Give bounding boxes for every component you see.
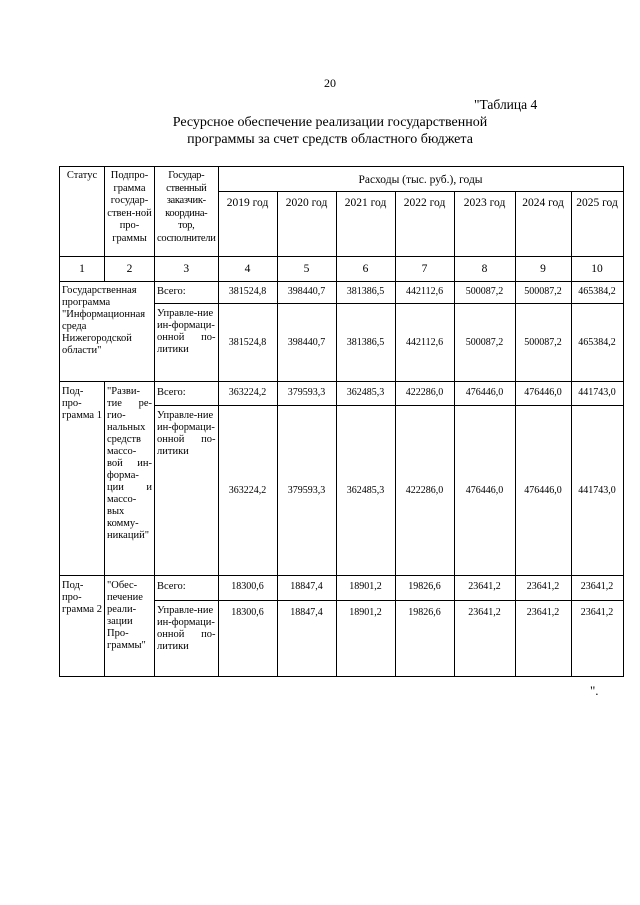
title-line-1: Ресурсное обеспечение реализации государственной xyxy=(172,115,488,130)
column-number: 5 xyxy=(277,257,336,282)
year-cell: 2020 год xyxy=(277,192,336,257)
column-number: 2 xyxy=(105,257,155,282)
value-cell: 465384,2 xyxy=(571,282,623,304)
header-status: Статус xyxy=(60,167,105,257)
value-cell: 23641,2 xyxy=(515,576,571,601)
subprogram-2-name: "Обес-печение реали-зации Про-граммы" xyxy=(105,576,155,677)
value-cell: 381524,8 xyxy=(218,304,277,382)
value-cell: 379593,3 xyxy=(277,406,336,576)
value-cell: 500087,2 xyxy=(515,282,571,304)
program-total-row xyxy=(60,282,624,304)
value-cell: 18847,4 xyxy=(277,576,336,601)
value-cell: 398440,7 xyxy=(277,282,336,304)
column-numbers-row xyxy=(60,257,624,282)
header-subprogram: Подпро-грамма государ-ствен-ной про-граммы xyxy=(105,167,155,257)
value-cell: 19826,6 xyxy=(395,601,454,677)
value-cell: 18901,2 xyxy=(336,601,395,677)
year-cell: 2019 год xyxy=(218,192,277,257)
value-cell: 362485,3 xyxy=(336,382,395,406)
value-cell: 476446,0 xyxy=(515,406,571,576)
value-cell: 19826,6 xyxy=(395,576,454,601)
subprogram-2-total-row xyxy=(60,576,624,601)
value-cell: 398440,7 xyxy=(277,304,336,382)
value-cell: 476446,0 xyxy=(454,406,515,576)
value-cell: 500087,2 xyxy=(454,282,515,304)
customer-name: Управле-ние ин-формаци-онной по-литики xyxy=(155,601,219,677)
value-cell: 422286,0 xyxy=(395,406,454,576)
value-cell: 476446,0 xyxy=(515,382,571,406)
value-cell: 500087,2 xyxy=(515,304,571,382)
value-cell: 422286,0 xyxy=(395,382,454,406)
value-cell: 18300,6 xyxy=(218,601,277,677)
customer-name: Управле-ние ин-формаци-онной по-литики xyxy=(155,406,219,576)
value-cell: 442112,6 xyxy=(395,304,454,382)
value-cell: 18300,6 xyxy=(218,576,277,601)
value-cell: 362485,3 xyxy=(336,406,395,576)
table-label: "Таблица 4 xyxy=(474,97,538,112)
page-number: 20 xyxy=(324,76,336,90)
value-cell: 18901,2 xyxy=(336,576,395,601)
header-expenses: Расходы (тыс. руб.), годы xyxy=(218,167,623,192)
value-cell: 23641,2 xyxy=(571,601,623,677)
value-cell: 23641,2 xyxy=(571,576,623,601)
column-number: 8 xyxy=(454,257,515,282)
header-customer: Государ-ственный заказчик-координа-тор, сосполнители xyxy=(155,167,219,257)
column-number: 10 xyxy=(571,257,623,282)
customer-name: Управле-ние ин-формаци-онной по-литики xyxy=(155,304,219,382)
resource-table xyxy=(59,166,624,677)
value-cell: 381524,8 xyxy=(218,282,277,304)
value-cell: 363224,2 xyxy=(218,406,277,576)
value-cell: 381386,5 xyxy=(336,282,395,304)
column-number: 7 xyxy=(395,257,454,282)
total-label: Всего: xyxy=(155,576,219,601)
value-cell: 23641,2 xyxy=(454,601,515,677)
year-cell: 2022 год xyxy=(395,192,454,257)
year-cell: 2021 год xyxy=(336,192,395,257)
title-line-2: программы за счет средств областного бюджета xyxy=(187,132,473,147)
value-cell: 441743,0 xyxy=(571,406,623,576)
table-title xyxy=(0,114,640,148)
value-cell: 23641,2 xyxy=(454,576,515,601)
year-cell: 2024 год xyxy=(515,192,571,257)
value-cell: 441743,0 xyxy=(571,382,623,406)
column-number: 1 xyxy=(60,257,105,282)
total-label: Всего: xyxy=(155,382,219,406)
subprogram-1-status: Под-про-грамма 1 xyxy=(60,382,105,576)
value-cell: 465384,2 xyxy=(571,304,623,382)
value-cell: 363224,2 xyxy=(218,382,277,406)
closing-quote-mark: ". xyxy=(590,683,599,698)
column-number: 9 xyxy=(515,257,571,282)
year-cell: 2023 год xyxy=(454,192,515,257)
column-number: 6 xyxy=(336,257,395,282)
value-cell: 442112,6 xyxy=(395,282,454,304)
value-cell: 18847,4 xyxy=(277,601,336,677)
subprogram-2-status: Под-про-грамма 2 xyxy=(60,576,105,677)
value-cell: 381386,5 xyxy=(336,304,395,382)
value-cell: 379593,3 xyxy=(277,382,336,406)
subprogram-1-name: "Разви-тие ре-гио-нальных средств массо-вой ин-форма-ции и массо-вых комму-никаций" xyxy=(105,382,155,576)
program-name: Государственная программа "Информационная среда Нижегородской области" xyxy=(60,282,155,382)
subprogram-1-total-row xyxy=(60,382,624,406)
value-cell: 500087,2 xyxy=(454,304,515,382)
column-number: 3 xyxy=(155,257,219,282)
year-cell: 2025 год xyxy=(571,192,623,257)
total-label: Всего: xyxy=(155,282,219,304)
column-number: 4 xyxy=(218,257,277,282)
value-cell: 23641,2 xyxy=(515,601,571,677)
value-cell: 476446,0 xyxy=(454,382,515,406)
